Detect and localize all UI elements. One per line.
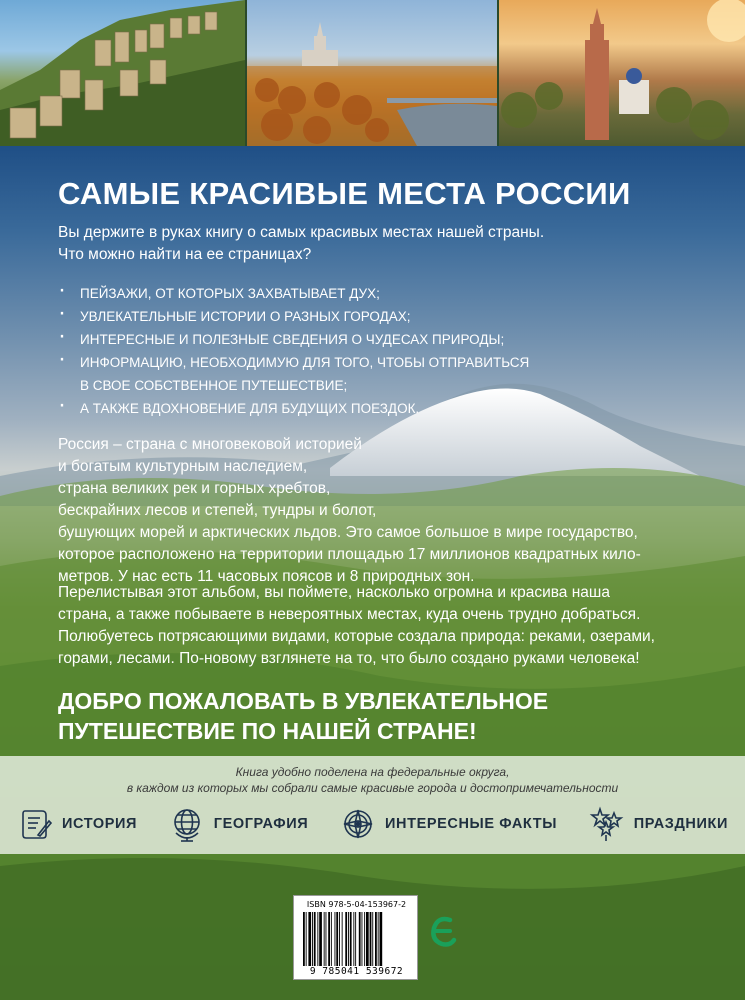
barcode-panel	[293, 895, 418, 980]
photo-mountain-village	[0, 0, 245, 146]
barcode-bar	[314, 912, 316, 966]
barcode-bar	[303, 912, 305, 966]
barcode-bar	[370, 912, 372, 966]
category-label: ГЕОГРАФИЯ	[213, 816, 309, 832]
barcode-bar	[308, 912, 311, 966]
barcode-bar	[328, 912, 330, 966]
barcode-bar	[372, 912, 373, 966]
fireworks-icon	[588, 805, 626, 843]
barcode-bar	[317, 912, 318, 966]
barcode-bar	[375, 912, 377, 966]
barcode-bar	[378, 912, 379, 966]
feature-item: · ИНТЕРЕСНЫЕ И ПОЛЕЗНЫЕ СВЕДЕНИЯ О ЧУДЕСАХ ПРИРОДЫ;	[58, 330, 658, 350]
description-line: которое расположено на территории площадью 17 миллионов квадратных кило-	[58, 546, 641, 563]
barcode-bar	[319, 912, 322, 966]
photo-strip	[0, 0, 745, 146]
category-history	[16, 805, 137, 843]
intro-text	[58, 222, 618, 266]
barcode-bar	[380, 912, 383, 966]
barcode-bar	[359, 912, 361, 966]
barcode-bar	[312, 912, 313, 966]
feature-item: · ПЕЙЗАЖИ, ОТ КОТОРЫХ ЗАХВАТЫВАЕТ ДУХ;	[58, 284, 658, 304]
barcode-bar	[353, 912, 354, 966]
photo-moscow-university	[247, 0, 497, 146]
barcode-bar	[355, 912, 356, 966]
description-line: и богатым культурным наследием,	[58, 458, 308, 475]
category-legend	[16, 802, 728, 846]
description-line: бушующих морей и арктических льдов. Это самое большое в мире государство,	[58, 524, 638, 541]
category-geography	[168, 805, 309, 843]
category-holidays	[588, 805, 728, 843]
barcode-bar	[364, 912, 365, 966]
description-line: страна великих рек и горных хребтов,	[58, 480, 331, 497]
category-label: ИСТОРИЯ	[62, 816, 138, 832]
description-line: бескрайних лесов и степей, тундры и болот,	[58, 502, 377, 519]
barcode-bars	[303, 912, 410, 966]
intro-line: Что можно найти на ее страницах?	[58, 246, 312, 263]
banner-note-line: Книга удобно поделена на федеральные округа,	[235, 765, 510, 779]
description-line: Перелистывая этот альбом, вы поймете, насколько огромна и красива наша	[58, 584, 610, 601]
isbn-text: ISBN 978-5-04-153967-2	[306, 900, 407, 909]
feature-item-continuation: В СВОЕ СОБСТВЕННОЕ ПУТЕШЕСТВИЕ;	[80, 378, 348, 393]
barcode-bar	[324, 912, 325, 966]
barcode-bar	[362, 912, 363, 966]
scroll-quill-icon	[16, 805, 54, 843]
barcode-bar	[331, 912, 332, 966]
description-line: метров. У нас есть 11 часовых поясов и 8 природных зон.	[58, 568, 475, 585]
category-label: ПРАЗДНИКИ	[633, 816, 728, 832]
russia-description	[58, 434, 688, 588]
feature-list	[58, 284, 658, 422]
barcode-bar	[306, 912, 307, 966]
welcome-heading	[58, 686, 698, 746]
barcode-number: 9 785041 539672	[309, 966, 404, 977]
barcode-bar	[350, 912, 352, 966]
page-title: САМЫЕ КРАСИВЫЕ МЕСТА РОССИИ	[58, 176, 631, 211]
feature-item: · А ТАКЖЕ ВДОХНОВЕНИЕ ДЛЯ БУДУЩИХ ПОЕЗДОК.	[58, 399, 658, 419]
barcode-bar	[339, 912, 340, 966]
intro-line: Вы держите в руках книгу о самых красивых местах нашей страны.	[58, 224, 545, 241]
category-facts	[339, 805, 557, 843]
description-line: горами, лесами. По-новому взглянете на то, что было создано руками человека!	[58, 650, 640, 667]
category-label: ИНТЕРЕСНЫЕ ФАКТЫ	[385, 816, 557, 832]
feature-item: · ИНФОРМАЦИЮ, НЕОБХОДИМУЮ ДЛЯ ТОГО, ЧТОБЫ ОТПРАВИТЬСЯ	[58, 353, 658, 373]
barcode-bar	[345, 912, 347, 966]
barcode-bar	[366, 912, 369, 966]
album-description	[58, 582, 698, 670]
compass-icon	[339, 805, 377, 843]
description-line: Россия – страна с многовековой историей	[58, 436, 362, 453]
description-line: страна, а также побываете в невероятных местах, куда очень трудно добраться.	[58, 606, 641, 623]
welcome-line: ДОБРО ПОЖАЛОВАТЬ В УВЛЕКАТЕЛЬНОЕ	[58, 688, 549, 714]
banner-note-line: в каждом из которых мы собрали самые красивые города и достопримечательности	[126, 781, 619, 795]
welcome-line: ПУТЕШЕСТВИЕ ПО НАШЕЙ СТРАНЕ!	[58, 718, 477, 744]
barcode-bar	[335, 912, 336, 966]
feature-item: · УВЛЕКАТЕЛЬНЫЕ ИСТОРИИ О РАЗНЫХ ГОРОДАХ;	[58, 307, 658, 327]
barcode-bar	[336, 912, 338, 966]
barcode-bar	[342, 912, 343, 966]
barcode-bar	[326, 912, 327, 966]
description-line: Полюбуетесь потрясающими видами, которые создала природа: реками, озерами,	[58, 628, 655, 645]
banner-note	[0, 764, 745, 796]
barcode-bar	[348, 912, 349, 966]
publisher-logo	[428, 912, 458, 952]
globe-icon	[168, 805, 206, 843]
photo-monastery	[499, 0, 745, 146]
